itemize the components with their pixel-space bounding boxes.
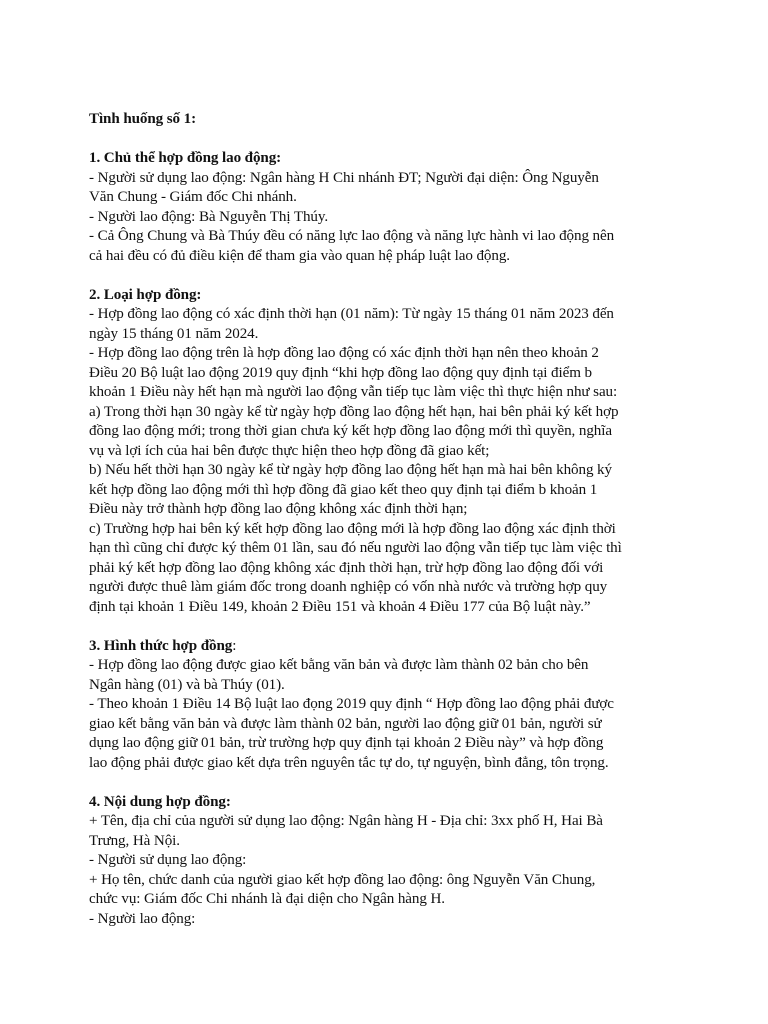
section-heading [89, 637, 689, 657]
section-heading [89, 149, 689, 169]
paragraph-line: đồng lao động mới; trong thời gian chưa ký kết hợp đồng lao động mới thì quyền, nghĩa [89, 423, 612, 439]
paragraph-line: - Hợp đồng lao động trên là hợp đồng lao động có xác định thời hạn nên theo khoản 2 [89, 345, 599, 361]
spacer [89, 617, 689, 637]
paragraph-line: giao kết bằng văn bản và được làm thành 02 bản, người lao động giữ 01 bản, người sử [89, 715, 602, 732]
section-3 [89, 637, 689, 774]
spacer [89, 773, 689, 793]
paragraph-line: - Người sử dụng lao động: [89, 852, 247, 868]
paragraph-line: chức vụ: Giám đốc Chi nhánh là đại diện cho Ngân hàng H. [89, 891, 445, 907]
paragraph-line: - Cả Ông Chung và Bà Thúy đều có năng lực lao động và năng lực hành vi lao động nên [89, 228, 615, 244]
section-heading-text: 2. Loại hợp đồng: [89, 286, 202, 303]
section-heading [89, 793, 689, 813]
paragraph-line: người được thuê làm giám đốc trong doanh nghiệp có vốn nhà nước và trường hợp quy [89, 579, 608, 595]
paragraph-line: hạn thì cũng chỉ được ký thêm 01 lần, sau đó nếu người lao động vẫn tiếp tục làm việc thì [89, 540, 622, 556]
section-4 [89, 793, 689, 930]
paragraph-line: - Người lao động: Bà Nguyễn Thị Thúy. [89, 208, 328, 225]
paragraph-line: - Người lao động: [89, 910, 196, 927]
document-page [89, 110, 689, 929]
paragraph-line: Văn Chung - Giám đốc Chi nhánh. [89, 189, 297, 205]
section-heading-text: 3. Hình thức hợp đồng [89, 637, 233, 654]
paragraph-line: vụ và lợi ích của hai bên được thực hiện theo hợp đồng đã giao kết; [89, 442, 490, 459]
spacer [89, 266, 689, 286]
section-heading [89, 286, 689, 306]
paragraph-line: Ngân hàng (01) và bà Thúy (01). [89, 676, 285, 693]
paragraph-line: định tại khoản 1 Điều 149, khoản 2 Điều 151 và khoản 4 Điều 177 của Bộ luật này.” [89, 598, 591, 615]
section-2 [89, 286, 689, 618]
section-heading-text: 4. Nội dung hợp đồng: [89, 793, 231, 810]
section-heading-suffix: : [232, 637, 237, 654]
paragraph-line: + Họ tên, chức danh của người giao kết hợp đồng lao động: ông Nguyễn Văn Chung, [89, 871, 596, 888]
paragraph-line: b) Nếu hết thời hạn 30 ngày kể từ ngày hợp đồng lao động hết hạn mà hai bên không ký [89, 462, 612, 478]
paragraph-line: phải ký kết hợp đồng lao động không xác định thời hạn, trừ hợp đồng lao động đối với [89, 559, 604, 576]
paragraph-line: khoản 1 Điều này hết hạn mà người lao động vẫn tiếp tục làm việc thì thực hiện như sau: [89, 384, 618, 400]
paragraph-line: - Theo khoản 1 Điều 14 Bộ luật lao đọng 2019 quy định “ Hợp đồng lao động phải được [89, 696, 614, 712]
paragraph-line: ngày 15 tháng 01 năm 2024. [89, 325, 259, 342]
paragraph-line: - Hợp đồng lao động được giao kết bằng văn bản và được làm thành 02 bản cho bên [89, 657, 589, 673]
section-1 [89, 149, 689, 266]
paragraph-line: Trưng, Hà Nội. [89, 832, 180, 849]
paragraph-line: + Tên, địa chỉ của người sử dụng lao động: Ngân hàng H - Địa chỉ: 3xx phố H, Hai Bà [89, 813, 603, 829]
paragraph-line: kết hợp đồng lao động mới thì hợp đồng đã giao kết theo quy định tại điểm b khoản 1 [89, 481, 598, 498]
paragraph-line: Điều này trở thành hợp đồng lao động không xác định thời hạn; [89, 501, 468, 517]
paragraph-line: lao động phải được giao kết dựa trên nguyên tắc tự do, tự nguyện, bình đẳng, tôn trọng. [89, 754, 609, 771]
document-title: Tình huống số 1: [89, 111, 197, 127]
paragraph-line: dụng lao động giữ 01 bản, trừ trường hợp quy định tại khoản 2 Điều này” và hợp đồng [89, 735, 604, 751]
section-heading-text: 1. Chủ thể hợp đồng lao động: [89, 150, 282, 166]
paragraph-line: c) Trường hợp hai bên ký kết hợp đồng lao động mới là hợp đồng lao động xác định thời [89, 520, 616, 537]
paragraph-line: - Hợp đồng lao động có xác định thời hạn (01 năm): Từ ngày 15 tháng 01 năm 2023 đến [89, 306, 614, 322]
paragraph-line: a) Trong thời hạn 30 ngày kể từ ngày hợp đồng lao động hết hạn, hai bên phải ký kết hợp [89, 403, 619, 420]
paragraph-line: cả hai đều có đủ điều kiện để tham gia vào quan hệ pháp luật lao động. [89, 247, 510, 264]
paragraph-line: Điều 20 Bộ luật lao động 2019 quy định “khi hợp đồng lao động quy định tại điểm b [89, 364, 592, 381]
spacer [89, 130, 689, 150]
paragraph-line: - Người sử dụng lao động: Ngân hàng H Chi nhánh ĐT; Người đại diện: Ông Nguyễn [89, 169, 599, 186]
